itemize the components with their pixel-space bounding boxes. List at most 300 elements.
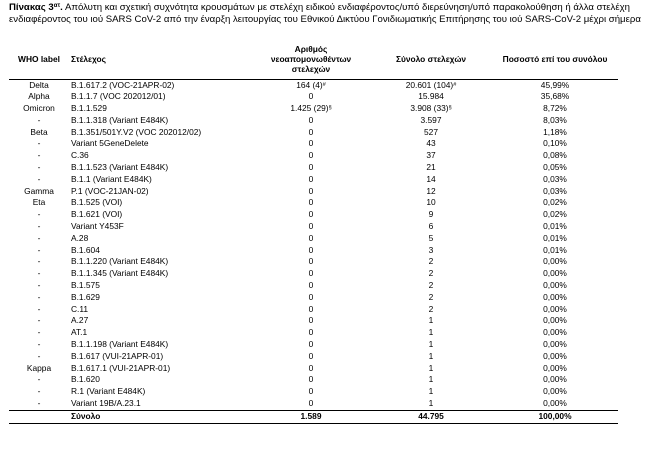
new-isolates-cell xyxy=(252,374,370,386)
percent-cell xyxy=(492,268,618,280)
strain-cell xyxy=(69,162,252,174)
percent-cell-text: 0,00% xyxy=(543,374,567,385)
table-row xyxy=(9,103,618,115)
total-cell-text: 5 xyxy=(428,232,434,243)
new-isolates-cell xyxy=(252,127,370,139)
new-isolates-cell xyxy=(252,138,370,150)
new-isolates-cell-text: 0 xyxy=(308,173,314,184)
header-percent: Ποσοστό επί του συνόλου xyxy=(492,40,618,79)
who-label-cell xyxy=(9,315,69,327)
strain-cell xyxy=(69,363,252,375)
total-cell-text: 2 xyxy=(428,280,434,291)
new-isolates-cell xyxy=(252,304,370,316)
strain-cell-text: A.27 xyxy=(71,315,89,326)
strain-cell-text: B.1.1.198 (Variant E484K) xyxy=(71,339,169,350)
who-label-cell xyxy=(9,162,69,174)
strain-cell-text: Variant Y453F xyxy=(71,221,124,232)
strain-cell-text: B.1.620 xyxy=(71,374,100,385)
new-isolates-cell xyxy=(252,280,370,292)
strain-cell xyxy=(69,327,252,339)
header-strain: Στέλεχος xyxy=(69,40,252,79)
total-cell xyxy=(370,292,492,304)
percent-cell xyxy=(492,398,618,410)
table-row xyxy=(9,221,618,233)
total-cell-text: 1 xyxy=(428,327,434,338)
total-cell xyxy=(370,374,492,386)
table-row xyxy=(9,245,618,257)
table-row xyxy=(9,398,618,410)
new-isolates-cell-text: 0 xyxy=(308,126,314,137)
strain-cell-text: Variant 5GeneDelete xyxy=(71,138,149,149)
strain-cell xyxy=(69,292,252,304)
total-cell-text: 37 xyxy=(426,150,436,161)
percent-cell xyxy=(492,351,618,363)
who-label-cell xyxy=(9,386,69,398)
percent-cell xyxy=(492,315,618,327)
who-label-cell-text: - xyxy=(37,256,41,267)
header-total: Σύνολο στελεχών xyxy=(370,40,492,79)
total-cell xyxy=(370,245,492,257)
table-row xyxy=(9,374,618,386)
new-isolates-cell-text: 0 xyxy=(308,221,314,232)
total-cell-text: 10 xyxy=(426,197,436,208)
strain-cell-text: B.1.604 xyxy=(71,244,100,255)
new-isolates-cell-text: 0 xyxy=(308,209,314,220)
total-cell-text: 9 xyxy=(428,209,434,220)
who-label-cell xyxy=(9,221,69,233)
strain-cell xyxy=(69,374,252,386)
total-cell xyxy=(370,209,492,221)
percent-cell xyxy=(492,374,618,386)
table-row xyxy=(9,351,618,363)
percent-cell xyxy=(492,138,618,150)
new-isolates-cell-text: 0 xyxy=(308,362,314,373)
strain-cell xyxy=(69,398,252,410)
total-total: 44.795 xyxy=(370,410,492,423)
new-isolates-cell xyxy=(252,209,370,221)
total-cell-text: 20.601 (104) xyxy=(405,79,454,90)
new-isolates-cell xyxy=(252,162,370,174)
percent-cell xyxy=(492,363,618,375)
strain-cell-text: A.28 xyxy=(71,232,89,243)
strain-cell-text: B.1.621 (VOI) xyxy=(71,209,123,220)
percent-cell-text: 8,03% xyxy=(543,114,567,125)
strain-cell-text: Variant 19B/A.23.1 xyxy=(71,398,141,409)
percent-cell xyxy=(492,256,618,268)
new-isolates-cell-text: 0 xyxy=(308,374,314,385)
total-cell-text: 6 xyxy=(428,221,434,232)
total-cell-text: 21 xyxy=(426,162,436,173)
new-isolates-cell-text: 0 xyxy=(308,327,314,338)
new-isolates-cell xyxy=(252,315,370,327)
who-label-cell-text: - xyxy=(37,268,41,279)
percent-cell-text: 0,00% xyxy=(543,350,567,361)
who-label-cell-text: - xyxy=(37,162,41,173)
percent-cell-text: 0,00% xyxy=(543,339,567,350)
who-label-cell-text: - xyxy=(37,280,41,291)
who-label-cell xyxy=(9,174,69,186)
percent-cell-text: 0,00% xyxy=(543,327,567,338)
total-cell-text: 2 xyxy=(428,303,434,314)
percent-cell xyxy=(492,79,618,91)
table-row xyxy=(9,115,618,127)
who-label-cell-text: - xyxy=(37,398,41,409)
total-cell-text: 14 xyxy=(426,173,436,184)
percent-cell-text: 0,00% xyxy=(543,303,567,314)
new-isolates-cell xyxy=(252,115,370,127)
strain-cell xyxy=(69,315,252,327)
table-row xyxy=(9,150,618,162)
who-label-cell-text: Delta xyxy=(29,79,49,90)
new-isolates-cell-text: 0 xyxy=(308,291,314,302)
table-row xyxy=(9,304,618,316)
who-label-cell-text: - xyxy=(37,350,41,361)
percent-cell-text: 0,02% xyxy=(543,197,567,208)
total-cell xyxy=(370,79,492,91)
who-label-cell xyxy=(9,91,69,103)
percent-cell-text: 8,72% xyxy=(543,103,567,114)
total-cell xyxy=(370,174,492,186)
percent-cell xyxy=(492,304,618,316)
strain-cell xyxy=(69,91,252,103)
percent-cell-text: 0,00% xyxy=(543,291,567,302)
strain-cell xyxy=(69,339,252,351)
new-isolates-cell-text: 0 xyxy=(308,138,314,149)
who-label-cell-text: - xyxy=(37,232,41,243)
table-caption xyxy=(9,2,645,25)
new-isolates-cell xyxy=(252,197,370,209)
caption-text: Απόλυτη και σχετική συχνότητα κρουσμάτων με στελέχη ειδικού ενδιαφέροντος/υπό διερεύνηση/υπό παρακολούθηση ή άλλα στελέχη ενδιαφέροντος του ιού SARS CoV-2 από την έναρξη λειτουργίας του Εθνικού Δικτύου Γονιδιωματικής Επιτήρησης του ιού SARS-CoV-2 μέχρι σήμερα xyxy=(9,2,641,25)
strain-cell xyxy=(69,221,252,233)
total-cell-text: 1 xyxy=(428,350,434,361)
total-cell xyxy=(370,304,492,316)
percent-cell-text: 1,18% xyxy=(543,126,567,137)
total-cell-text: 3 xyxy=(428,244,434,255)
percent-cell xyxy=(492,386,618,398)
header-new-isolates: Αριθμός νεοαπομονωθέντων στελεχών xyxy=(252,40,370,79)
strain-cell xyxy=(69,209,252,221)
total-cell xyxy=(370,162,492,174)
percent-cell-text: 0,02% xyxy=(543,209,567,220)
percent-cell xyxy=(492,280,618,292)
who-label-cell xyxy=(9,280,69,292)
percent-cell xyxy=(492,197,618,209)
who-label-cell xyxy=(9,363,69,375)
percent-cell xyxy=(492,339,618,351)
total-label: Σύνολο xyxy=(69,410,252,423)
strain-cell-text: C.11 xyxy=(71,303,89,314)
strain-cell xyxy=(69,268,252,280)
total-cell xyxy=(370,315,492,327)
who-label-cell-text: Omicron xyxy=(23,103,55,114)
total-cell xyxy=(370,150,492,162)
percent-cell-text: 0,00% xyxy=(543,268,567,279)
percent-cell xyxy=(492,233,618,245)
new-isolates-cell-text: 1.425 (29) xyxy=(290,103,329,114)
strain-cell-text: B.1.629 xyxy=(71,291,100,302)
who-label-cell xyxy=(9,127,69,139)
who-label-cell xyxy=(9,374,69,386)
new-isolates-cell xyxy=(252,150,370,162)
strain-cell-text: AT.1 xyxy=(71,327,88,338)
new-isolates-cell xyxy=(252,351,370,363)
total-cell-text: 3.908 (33) xyxy=(410,103,449,114)
total-cell xyxy=(370,91,492,103)
who-label-cell-text: - xyxy=(37,303,41,314)
strain-cell-text: B.1.1.529 xyxy=(71,103,107,114)
who-label-cell-text: Eta xyxy=(32,197,46,208)
strain-cell xyxy=(69,386,252,398)
new-isolates-cell-text: 0 xyxy=(308,386,314,397)
table-row xyxy=(9,386,618,398)
table-row xyxy=(9,209,618,221)
new-isolates-cell xyxy=(252,398,370,410)
strain-cell-text: P.1 (VOC-21JAN-02) xyxy=(71,185,149,196)
table-row xyxy=(9,138,618,150)
caption-label-sup: ατ xyxy=(53,3,61,9)
percent-cell-text: 45,99% xyxy=(540,79,570,90)
who-label-cell-text: - xyxy=(37,138,41,149)
who-label-cell xyxy=(9,209,69,221)
strain-cell-text: B.1.617.1 (VUI-21APR-01) xyxy=(71,362,171,373)
percent-cell-text: 0,00% xyxy=(543,280,567,291)
who-label-cell-text: Alpha xyxy=(28,91,50,102)
strain-cell xyxy=(69,233,252,245)
table-row xyxy=(9,280,618,292)
strain-cell-text: R.1 (Variant E484K) xyxy=(71,386,146,397)
total-cell xyxy=(370,103,492,115)
table-row xyxy=(9,327,618,339)
table-row xyxy=(9,186,618,198)
new-isolates-cell xyxy=(252,221,370,233)
who-label-cell xyxy=(9,292,69,304)
who-label-cell xyxy=(9,256,69,268)
total-cell xyxy=(370,398,492,410)
strain-cell-text: B.1.1.220 (Variant E484K) xyxy=(71,256,169,267)
total-cell-text: 12 xyxy=(426,185,436,196)
who-label-cell xyxy=(9,339,69,351)
who-label-cell-text: Beta xyxy=(30,126,48,137)
table-row xyxy=(9,363,618,375)
percent-cell-text: 0,00% xyxy=(543,256,567,267)
percent-cell xyxy=(492,127,618,139)
total-cell xyxy=(370,115,492,127)
strain-cell xyxy=(69,186,252,198)
total-cell-text: 1 xyxy=(428,374,434,385)
who-label-cell xyxy=(9,150,69,162)
total-cell xyxy=(370,197,492,209)
new-isolates-cell-text: 0 xyxy=(308,350,314,361)
total-cell-footnote: § xyxy=(448,105,452,112)
strain-cell xyxy=(69,138,252,150)
new-isolates-cell-text: 0 xyxy=(308,91,314,102)
who-label-cell-text: - xyxy=(37,209,41,220)
percent-cell-text: 0,03% xyxy=(543,173,567,184)
total-cell-text: 1 xyxy=(428,362,434,373)
new-isolates-cell xyxy=(252,79,370,91)
table-total-row xyxy=(9,410,618,423)
total-cell xyxy=(370,127,492,139)
strain-cell-text: B.1.575 xyxy=(71,280,100,291)
percent-cell xyxy=(492,103,618,115)
strain-cell-text: B.1.617 (VUI-21APR-01) xyxy=(71,350,164,361)
total-cell xyxy=(370,233,492,245)
percent-cell-text: 0,00% xyxy=(543,315,567,326)
who-label-cell xyxy=(9,186,69,198)
who-label-cell-text: - xyxy=(37,244,41,255)
new-isolates-cell-text: 0 xyxy=(308,244,314,255)
strain-cell xyxy=(69,245,252,257)
who-label-cell xyxy=(9,327,69,339)
table-row xyxy=(9,174,618,186)
total-percent: 100,00% xyxy=(492,410,618,423)
strain-cell-text: B.1.1.523 (Variant E484K) xyxy=(71,162,169,173)
strain-cell xyxy=(69,174,252,186)
variants-table xyxy=(9,40,618,424)
new-isolates-cell xyxy=(252,363,370,375)
new-isolates-cell-footnote: # xyxy=(322,81,326,88)
new-isolates-cell xyxy=(252,103,370,115)
who-label-cell-text: - xyxy=(37,339,41,350)
percent-cell xyxy=(492,209,618,221)
strain-cell xyxy=(69,256,252,268)
strain-cell-text: B.1.351/501Y.V2 (VOC 202012/02) xyxy=(71,126,202,137)
who-label-cell-text: - xyxy=(37,114,41,125)
who-label-cell xyxy=(9,304,69,316)
percent-cell xyxy=(492,327,618,339)
total-cell-text: 2 xyxy=(428,268,434,279)
who-label-cell xyxy=(9,268,69,280)
table-header-row xyxy=(9,40,618,79)
total-cell xyxy=(370,280,492,292)
new-isolates-cell xyxy=(252,256,370,268)
new-isolates-cell-text: 0 xyxy=(308,197,314,208)
caption-label-text: Πίνακας 3 xyxy=(9,2,54,13)
percent-cell-text: 0,01% xyxy=(543,244,567,255)
new-isolates-cell xyxy=(252,339,370,351)
percent-cell xyxy=(492,186,618,198)
strain-cell-text: B.1.525 (VOI) xyxy=(71,197,123,208)
total-cell xyxy=(370,351,492,363)
who-label-cell xyxy=(9,398,69,410)
new-isolates-cell-text: 0 xyxy=(308,150,314,161)
strain-cell xyxy=(69,115,252,127)
table-row xyxy=(9,79,618,91)
table-row xyxy=(9,91,618,103)
total-cell-text: 2 xyxy=(428,291,434,302)
total-cell xyxy=(370,256,492,268)
strain-cell xyxy=(69,79,252,91)
percent-cell xyxy=(492,162,618,174)
strain-cell-text: B.1.1.345 (Variant E484K) xyxy=(71,268,169,279)
table-row xyxy=(9,268,618,280)
new-isolates-cell xyxy=(252,186,370,198)
new-isolates-cell xyxy=(252,245,370,257)
total-cell-text: 527 xyxy=(424,126,438,137)
total-cell-text: 2 xyxy=(428,256,434,267)
new-isolates-cell-text: 0 xyxy=(308,268,314,279)
who-label-cell-text: - xyxy=(37,150,41,161)
percent-cell xyxy=(492,245,618,257)
strain-cell-text: B.1.1 (Variant E484K) xyxy=(71,173,152,184)
who-label-cell xyxy=(9,245,69,257)
total-cell xyxy=(370,386,492,398)
total-cell xyxy=(370,327,492,339)
strain-cell-text: C.36 xyxy=(71,150,89,161)
new-isolates-cell xyxy=(252,91,370,103)
new-isolates-cell-text: 0 xyxy=(308,303,314,314)
percent-cell xyxy=(492,221,618,233)
who-label-cell-text: - xyxy=(37,327,41,338)
new-isolates-cell xyxy=(252,233,370,245)
new-isolates-cell-footnote: § xyxy=(328,105,332,112)
new-isolates-cell xyxy=(252,386,370,398)
table-row xyxy=(9,315,618,327)
new-isolates-cell xyxy=(252,268,370,280)
who-label-cell-text: - xyxy=(37,221,41,232)
table-row xyxy=(9,162,618,174)
caption-label: Πίνακας $3^{\alpha\tau}$. xyxy=(9,2,63,13)
strain-cell-text: B.1.1.7 (VOC 202012/01) xyxy=(71,91,166,102)
total-cell-footnote: # xyxy=(453,81,457,88)
table-row xyxy=(9,127,618,139)
new-isolates-cell-text: 0 xyxy=(308,256,314,267)
percent-cell xyxy=(492,292,618,304)
percent-cell-text: 0,05% xyxy=(543,162,567,173)
percent-cell-text: 0,00% xyxy=(543,398,567,409)
strain-cell-text: B.1.617.2 (VOC-21APR-02) xyxy=(71,79,175,90)
table-row xyxy=(9,233,618,245)
total-cell xyxy=(370,221,492,233)
who-label-cell xyxy=(9,115,69,127)
who-label-cell-text: - xyxy=(37,291,41,302)
table-row xyxy=(9,339,618,351)
who-label-cell xyxy=(9,197,69,209)
total-cell xyxy=(370,363,492,375)
who-label-cell-text: - xyxy=(37,386,41,397)
total-cell-text: 1 xyxy=(428,315,434,326)
strain-cell xyxy=(69,280,252,292)
who-label-cell xyxy=(9,351,69,363)
who-label-cell xyxy=(9,103,69,115)
total-who xyxy=(9,410,69,423)
who-label-cell xyxy=(9,138,69,150)
who-label-cell-text: - xyxy=(37,315,41,326)
percent-cell xyxy=(492,115,618,127)
strain-cell xyxy=(69,197,252,209)
table-row xyxy=(9,256,618,268)
strain-cell-text: B.1.1.318 (Variant E484K) xyxy=(71,114,169,125)
new-isolates-cell-text: 0 xyxy=(308,185,314,196)
strain-cell xyxy=(69,351,252,363)
new-isolates-cell-text: 0 xyxy=(308,232,314,243)
total-cell-text: 43 xyxy=(426,138,436,149)
percent-cell-text: 35,68% xyxy=(540,91,570,102)
who-label-cell-text: - xyxy=(37,173,41,184)
strain-cell xyxy=(69,304,252,316)
percent-cell-text: 0,10% xyxy=(543,138,567,149)
percent-cell-text: 0,03% xyxy=(543,185,567,196)
total-cell xyxy=(370,339,492,351)
total-cell xyxy=(370,138,492,150)
percent-cell-text: 0,00% xyxy=(543,386,567,397)
total-cell xyxy=(370,186,492,198)
new-isolates-cell-text: 0 xyxy=(308,162,314,173)
total-cell-text: 15.984 xyxy=(418,91,444,102)
new-isolates-cell-text: 0 xyxy=(308,339,314,350)
new-isolates-cell-text: 0 xyxy=(308,114,314,125)
new-isolates-cell xyxy=(252,292,370,304)
